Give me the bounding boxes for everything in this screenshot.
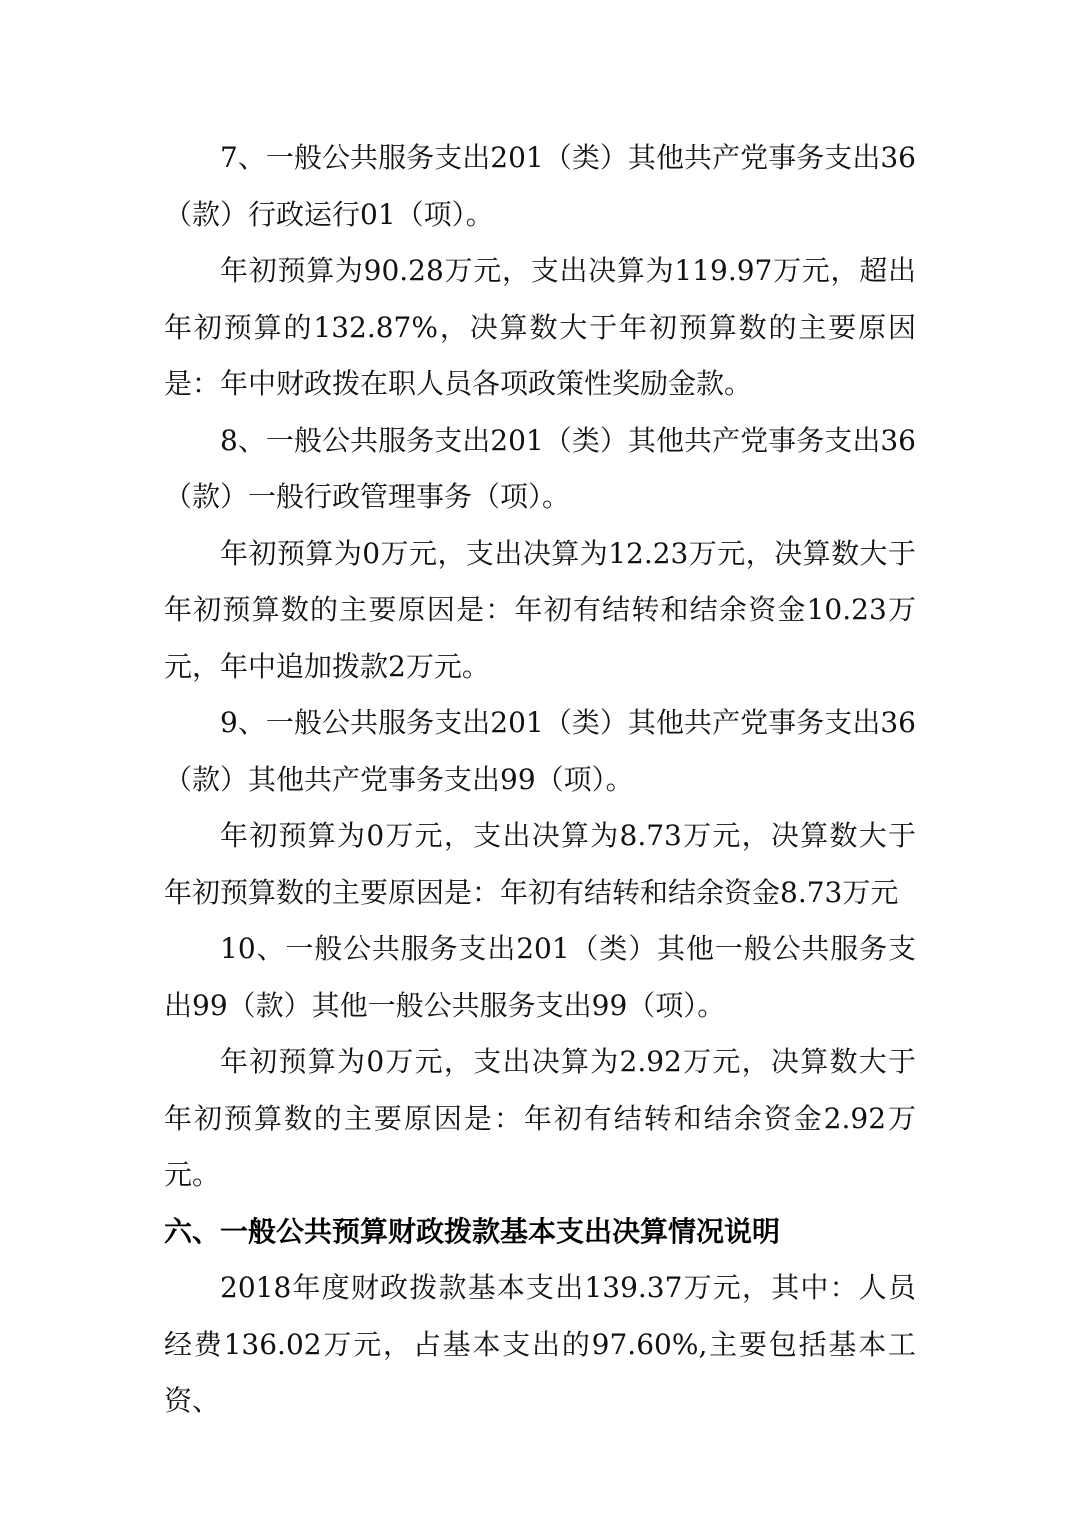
paragraph-item-8-title: 8、一般公共服务支出201（类）其他共产党事务支出36（款）一般行政管理事务（项）。: [164, 423, 916, 513]
closing-paragraph: 2018年度财政拨款基本支出139.37万元，其中：人员经费136.02万元，占基本支出的97.60%,主要包括基本工资、: [164, 1271, 916, 1417]
document-body: [164, 130, 916, 1430]
paragraph-item-8-detail: 年初预算为0万元，支出决算为12.23万元，决算数大于年初预算数的主要原因是：年初有结转和结余资金10.23万元，年中追加拨款2万元。: [164, 536, 916, 683]
paragraph-item-10-detail: 年初预算为0万元，支出决算为2.92万元，决算数大于年初预算数的主要原因是：年初有结转和结余资金2.92万元。: [164, 1045, 916, 1191]
section-heading: 六、一般公共预算财政拨款基本支出决算情况说明: [164, 1214, 781, 1248]
paragraph-item-7-title: 7、一般公共服务支出201（类）其他共产党事务支出36（款）行政运行01（项）。: [164, 141, 916, 231]
paragraph-item-7-detail: 年初预算为90.28万元，支出决算为119.97万元，超出年初预算的132.87%，决算数大于年初预算数的主要原因是：年中财政拨在职人员各项政策性奖励金款。: [164, 254, 916, 400]
paragraph-item-9-detail: 年初预算为0万元，支出决算为8.73万元，决算数大于年初预算数的主要原因是：年初有结转和结余资金8.73万元: [164, 819, 916, 909]
paragraph-item-9-title: 9、一般公共服务支出201（类）其他共产党事务支出36（款）其他共产党事务支出99（项）。: [164, 706, 916, 796]
paragraph-item-10-title: 10、一般公共服务支出201（类）其他一般公共服务支出99（款）其他一般公共服务支出99（项）。: [164, 932, 916, 1022]
